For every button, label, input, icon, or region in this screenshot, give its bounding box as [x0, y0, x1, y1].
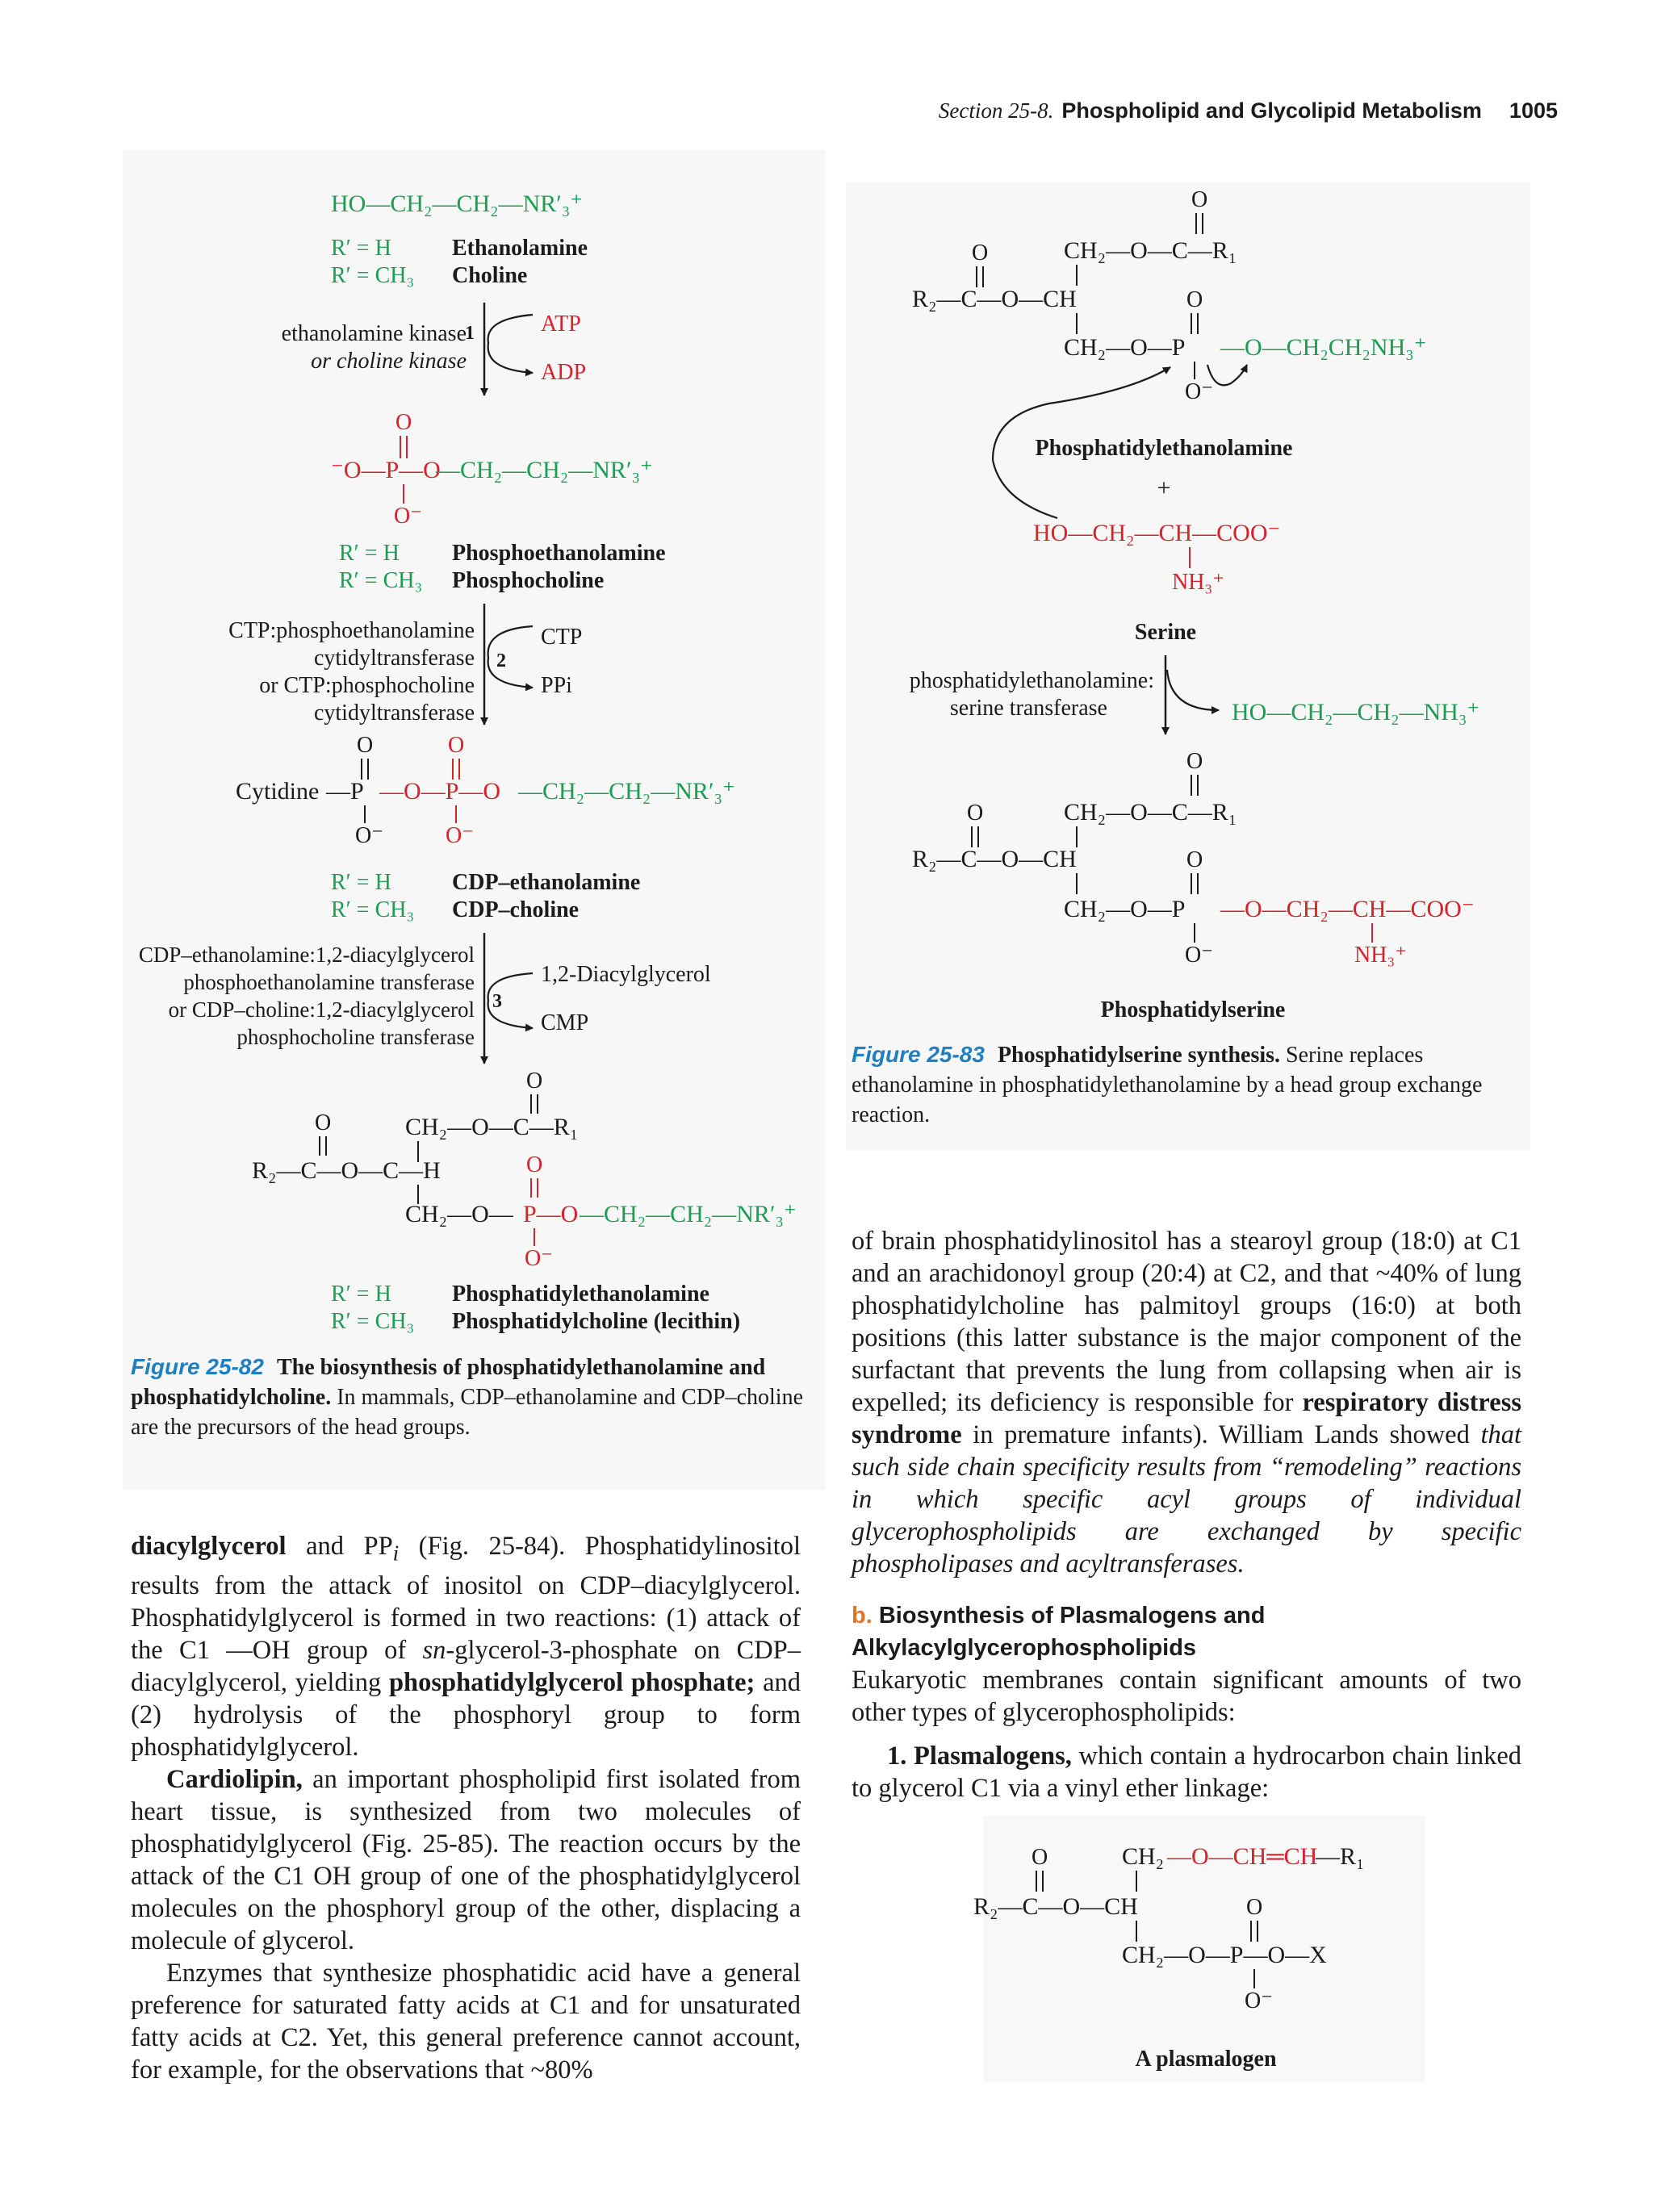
svg-text:O⁻: O⁻ — [1245, 1988, 1273, 2013]
svg-text:O: O — [395, 410, 412, 435]
pc-label: Phosphatidylcholine (lecithin) — [452, 1309, 741, 1334]
svg-text:—O—P—O: —O—P—O — [379, 778, 501, 805]
svg-text:R₂—C—O—C—H: R₂—C—O—C—H — [252, 1157, 441, 1184]
enzyme2-line4: cytidyltransferase — [313, 700, 475, 725]
term-rds: respiratory distress syndrome — [852, 1388, 1521, 1449]
subscript-i: i — [392, 1541, 400, 1566]
figure-25-83-title: Phosphatidylserine synthesis. — [997, 1043, 1281, 1068]
svg-text:O⁻: O⁻ — [355, 823, 383, 848]
svg-text:NH₃⁺: NH₃⁺ — [1354, 943, 1407, 968]
right-paragraph-2: Eukaryotic membranes contain significant amounts of two other types of glycerophospholipids: — [852, 1666, 1521, 1727]
header-section: Section 25-8. — [938, 98, 1054, 123]
term-pgp: phosphatidylglycerol phosphate; — [388, 1667, 755, 1697]
header-title: Phospholipid and Glycolipid Metabolism — [1061, 98, 1482, 123]
left-paragraph-2 — [131, 1763, 801, 1957]
svg-text:O: O — [1032, 1845, 1048, 1870]
svg-text:CH₂—O—C—R₁: CH₂—O—C—R₁ — [405, 1114, 579, 1140]
svg-text:R₂—C—O—CH: R₂—C—O—CH — [912, 846, 1077, 872]
text-segment: in premature infants). William Lands showed — [961, 1420, 1481, 1449]
atp-label: ATP — [541, 312, 581, 337]
svg-text:CH₂—O—P: CH₂—O—P — [1064, 896, 1186, 922]
enzyme2-line2: cytidyltransferase — [313, 646, 475, 671]
svg-text:O⁻: O⁻ — [525, 1246, 553, 1271]
svg-text:—CH₂—CH₂—NR′₃⁺: —CH₂—CH₂—NR′₃⁺ — [436, 457, 653, 483]
page-number: 1005 — [1509, 98, 1558, 123]
subsection-heading — [852, 1599, 1521, 1664]
cdp-choline-label: CDP–choline — [452, 897, 580, 922]
text-segment: (Fig. 25-84). Phosphatidylinositol results from the attack of inositol on CDP–diacylglycerol. Phosphatidylglycerol is formed in two reactions: (1) attack of the C1 —OH group of — [131, 1532, 801, 1665]
figure-25-83-text: Serine replaces ethanolamine in phosphatidylethanolamine by a head group exchange reaction. — [852, 1043, 1483, 1127]
svg-text:CH₂—O—C—R₁: CH₂—O—C—R₁ — [1064, 799, 1237, 826]
svg-text:O: O — [526, 1152, 543, 1177]
r-ch3-label-2: R′ = CH₃ — [339, 568, 423, 593]
italic-sn: sn — [422, 1635, 446, 1665]
svg-text:O⁻: O⁻ — [1185, 379, 1213, 404]
cdp-ethanolamine-label: CDP–ethanolamine — [452, 870, 641, 895]
svg-text:O: O — [448, 733, 465, 758]
svg-text:—CH₂—CH₂—NR′₃⁺: —CH₂—CH₂—NR′₃⁺ — [518, 778, 735, 805]
left-column-text — [131, 1530, 801, 2086]
svg-text:O⁻: O⁻ — [1185, 943, 1213, 968]
left-paragraph-3: Enzymes that synthesize phosphatidic acid have a general preference for saturated fatty acids at C1 and for unsaturated fatty acids at C2. Yet, this general preference cannot account, for example, for the observations that ~80% — [131, 1958, 801, 2084]
released-ethanolamine: HO—CH₂—CH₂—NH₃⁺ — [1232, 699, 1480, 725]
phosphocholine-label: Phosphocholine — [452, 568, 605, 593]
text-segment: an important phospholipid first isolated from heart tissue, is synthesized from two molecules of phosphatidylglycerol (Fig. 25-85). The reaction occurs by the attack of the C1 OH group of one of the phosphatidylglycerol molecules on the phosphoryl group of the other, displacing a molecule of glycerol. — [131, 1764, 801, 1955]
svg-text:CH₂—O—P: CH₂—O—P — [1064, 334, 1186, 361]
phosphoethanolamine-label: Phosphoethanolamine — [452, 541, 666, 566]
enzyme3-line4: phosphocholine transferase — [236, 1025, 475, 1049]
ps-label: Phosphatidylserine — [1100, 997, 1286, 1022]
pe-label-83: Phosphatidylethanolamine — [1035, 436, 1293, 461]
pe-label: Phosphatidylethanolamine — [452, 1282, 709, 1307]
transferase-line2: serine transferase — [949, 696, 1107, 721]
svg-text:⁻O—P—O: ⁻O—P—O — [331, 457, 441, 483]
subsection-letter: b. — [852, 1603, 873, 1629]
svg-text:R₂—C—O—CH: R₂—C—O—CH — [912, 286, 1077, 312]
svg-text:P—O: P—O — [523, 1201, 579, 1227]
r-ch3-label-4: R′ = CH₃ — [331, 1309, 415, 1334]
svg-text:—O—CH₂CH₂NH₃⁺: —O—CH₂CH₂NH₃⁺ — [1220, 334, 1427, 361]
enzyme3-line2: phosphoethanolamine transferase — [183, 970, 475, 994]
italic-remodeling: that such side chain specificity results from “remodeling” reactions in which specific acyl groups of individual glycerophospholipids are exchanged by specific phospholipases and acyltransferases. — [852, 1420, 1521, 1579]
step2-number: 2 — [496, 650, 506, 671]
svg-text:O: O — [967, 801, 984, 826]
svg-text:O: O — [972, 240, 989, 266]
text-segment: and PP — [286, 1532, 393, 1561]
r-ch3-label-1: R′ = CH₃ — [331, 263, 415, 288]
ppi-label: PPi — [541, 673, 572, 698]
enzyme3-line1: CDP–ethanolamine:1,2-diacylglycerol — [138, 943, 475, 967]
r-ch3-label-3: R′ = CH₃ — [331, 897, 415, 922]
cytidine-label: Cytidine — [236, 778, 320, 805]
right-paragraph-1 — [852, 1225, 1521, 1580]
figure-25-82-text: In mammals, CDP–ethanolamine and CDP–choline are the precursors of the head groups. — [131, 1385, 804, 1440]
r-h-label-3: R′ = H — [331, 870, 391, 895]
right-column-text — [852, 1225, 1521, 1804]
svg-text:HO—CH₂—CH—COO⁻: HO—CH₂—CH—COO⁻ — [1033, 520, 1281, 546]
r-h-label-4: R′ = H — [331, 1282, 391, 1307]
ethanolamine-formula: HO—CH₂—CH₂—NR′₃⁺ — [331, 190, 584, 217]
enzyme3-line3: or CDP–choline:1,2-diacylglycerol — [168, 997, 475, 1022]
svg-text:NH₃⁺: NH₃⁺ — [1172, 570, 1224, 595]
enzyme2-line1: CTP:phosphoethanolamine — [228, 618, 475, 643]
enzyme2-line3: or CTP:phosphocholine — [259, 673, 475, 698]
svg-text:CH₂—O—C—R₁: CH₂—O—C—R₁ — [1064, 237, 1237, 264]
svg-text:O: O — [1186, 287, 1203, 312]
term-diacylglycerol: diacylglycerol — [131, 1532, 287, 1561]
cmp-label: CMP — [541, 1010, 589, 1035]
figure-25-83-caption — [852, 1039, 1530, 1130]
svg-text:CH₂: CH₂ — [1122, 1843, 1165, 1870]
step1-number: 1 — [465, 323, 475, 344]
text-segment: -glycerol-3-phosphate on CDP–diacylglycerol, yielding — [131, 1635, 801, 1697]
svg-text:O: O — [526, 1068, 543, 1093]
serine-label: Serine — [1134, 620, 1197, 645]
svg-text:O: O — [1246, 1895, 1263, 1920]
choline-label: Choline — [452, 263, 528, 288]
adp-label: ADP — [541, 360, 587, 385]
enzyme1-line2: or choline kinase — [311, 349, 467, 374]
r-h-label-1: R′ = H — [331, 236, 391, 261]
plasmalogen-label: A plasmalogen — [1135, 2047, 1277, 2072]
svg-text:—R₁: —R₁ — [1316, 1843, 1365, 1870]
left-paragraph-1 — [131, 1530, 801, 1763]
svg-text:CH₂—O—P—O—X: CH₂—O—P—O—X — [1122, 1942, 1327, 1968]
svg-text:—CH₂—CH₂—NR′₃⁺: —CH₂—CH₂—NR′₃⁺ — [580, 1201, 797, 1227]
figure-25-82-title: The biosynthesis of phosphatidylethanolamine and phosphatidylcholine. — [131, 1355, 766, 1410]
plus-sign: + — [1157, 475, 1171, 501]
svg-text:O: O — [1191, 187, 1208, 212]
figure-25-83-label: Figure 25-83 — [852, 1042, 985, 1067]
diacylglycerol-label: 1,2-Diacylglycerol — [541, 962, 711, 987]
figure-25-82-label: Figure 25-82 — [131, 1354, 264, 1379]
ethanolamine-label: Ethanolamine — [452, 236, 588, 261]
right-paragraph-3 — [852, 1740, 1521, 1804]
svg-text:O⁻: O⁻ — [446, 823, 474, 848]
subsection-title-line1: Biosynthesis of Plasmalogens and — [878, 1603, 1266, 1629]
svg-text:O⁻: O⁻ — [394, 504, 422, 529]
step3-number: 3 — [492, 991, 502, 1012]
term-cardiolipin: Cardiolipin, — [166, 1764, 303, 1794]
ctp-label: CTP — [541, 625, 583, 650]
svg-text:O: O — [1186, 847, 1203, 872]
r-h-label-2: R′ = H — [339, 541, 400, 566]
text-segment: and (2) hydrolysis of the phosphoryl group to form phosphatidylglycerol. — [131, 1667, 801, 1762]
svg-text:CH₂—O—: CH₂—O— — [405, 1201, 513, 1227]
svg-text:O: O — [1186, 749, 1203, 774]
subsection-title-line2: Alkylacylglycerophospholipids — [852, 1635, 1197, 1661]
term-plasmalogens: 1. Plasmalogens, — [887, 1742, 1072, 1771]
enzyme1-line1: ethanolamine kinase — [281, 321, 467, 346]
svg-text:O: O — [315, 1110, 332, 1135]
text-segment: which contain a hydrocarbon chain linked to glycerol C1 via a vinyl ether linkage: — [852, 1742, 1521, 1803]
svg-text:—P: —P — [326, 778, 364, 805]
text-segment: of brain phosphatidylinositol has a stearoyl group (18:0) at C1 and an arachidonoyl group (20:4) at C2, and that ~40% of lung phosphatidylcholine has palmitoyl groups (16:0) at both positions (this latter substance is the major component of the surfactant that prevents the lung from collapsing when air is expelled; its deficiency is responsible for — [852, 1227, 1521, 1417]
svg-text:—O—CH═CH: —O—CH═CH — [1167, 1843, 1318, 1870]
svg-text:R₂—C—O—CH: R₂—C—O—CH — [973, 1893, 1138, 1920]
svg-text:O: O — [357, 733, 374, 758]
transferase-line1: phosphatidylethanolamine: — [909, 668, 1154, 693]
svg-text:—O—CH₂—CH—COO⁻: —O—CH₂—CH—COO⁻ — [1220, 896, 1475, 922]
